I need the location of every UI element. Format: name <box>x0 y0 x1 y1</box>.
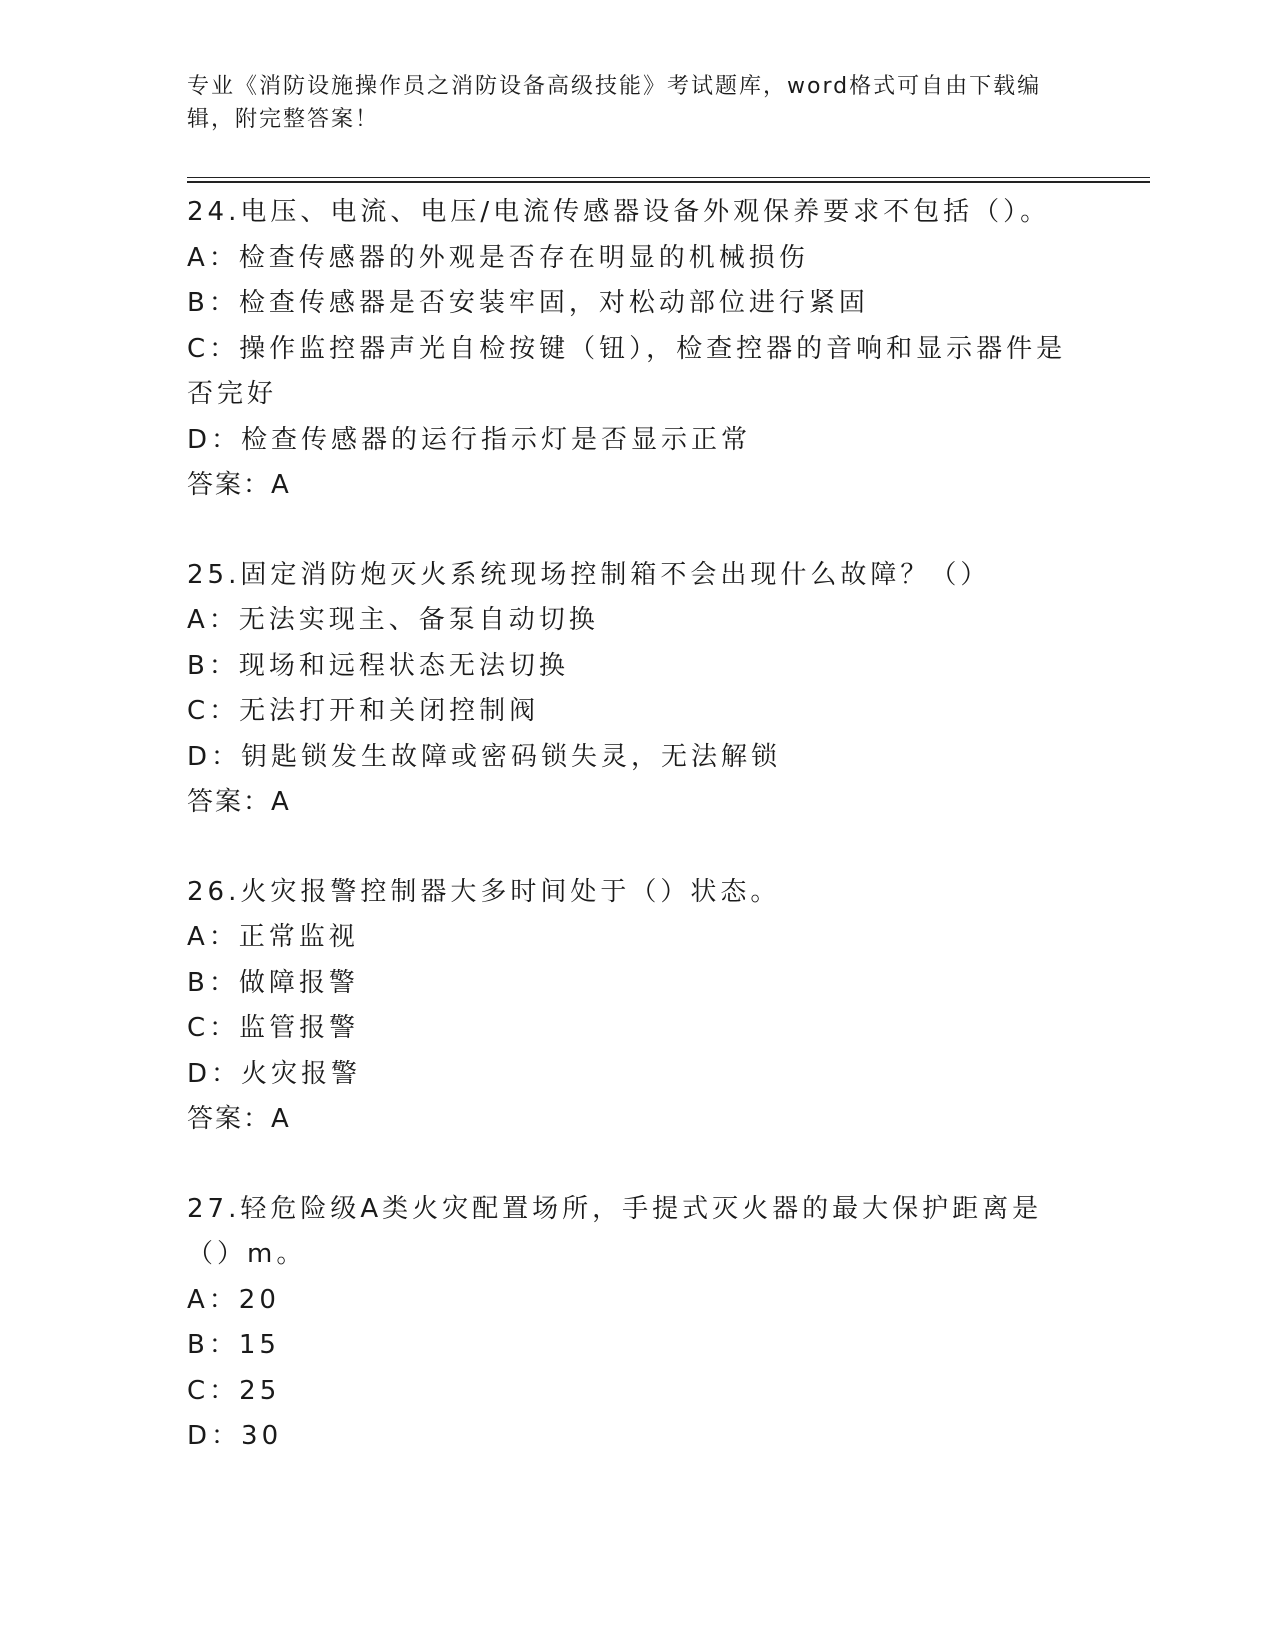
answer-line <box>187 1097 1087 1143</box>
answer-label: 答案： <box>187 787 272 817</box>
answer-label: 答案： <box>187 470 272 500</box>
answer-line <box>187 780 1087 826</box>
option-a: A：正常监视 <box>187 922 359 952</box>
question-stem: 25.固定消防炮灭火系统现场控制箱不会出现什么故障？（） <box>187 559 991 590</box>
header-divider-thin <box>187 177 1150 178</box>
option-d: D：钥匙锁发生故障或密码锁失灵，无法解锁 <box>187 741 782 772</box>
header-divider-thick <box>187 181 1150 183</box>
option-b: B：检查传感器是否安装牢固，对松动部位进行紧固 <box>187 288 869 318</box>
answer-value: A <box>271 787 289 817</box>
option-d: D：火灾报警 <box>187 1058 362 1089</box>
option-d: D：30 <box>187 1421 283 1451</box>
option-a: A：无法实现主、备泵自动切换 <box>187 605 599 635</box>
answer-line <box>187 463 1087 509</box>
option-a: A：20 <box>187 1284 280 1315</box>
option-a: A：检查传感器的外观是否存在明显的机械损伤 <box>187 242 809 273</box>
option-c: C：监管报警 <box>187 1013 360 1043</box>
question-stem: 27.轻危险级A类火灾配置场所，手提式灭火器的最大保护距离是（）m。 <box>187 1193 1043 1269</box>
option-c: C：操作监控器声光自检按键（钮），检查控器的音响和显示器件是否完好 <box>187 333 1067 409</box>
question-25 <box>187 553 1087 826</box>
answer-value: A <box>271 470 289 500</box>
question-stem: 24.电压、电流、电压/电流传感器设备外观保养要求不包括（）。 <box>187 197 1051 227</box>
option-b: B：15 <box>187 1330 280 1360</box>
question-26 <box>187 870 1087 1143</box>
document-header <box>187 70 1067 136</box>
answer-label: 答案： <box>187 1104 272 1134</box>
option-c: C：25 <box>187 1375 281 1406</box>
option-b: B：做障报警 <box>187 967 359 998</box>
question-stem: 26.火灾报警控制器大多时间处于（）状态。 <box>187 876 781 907</box>
answer-value: A <box>271 1104 289 1134</box>
option-d: D：检查传感器的运行指示灯是否显示正常 <box>187 424 752 455</box>
option-c: C：无法打开和关闭控制阀 <box>187 696 540 726</box>
option-b: B：现场和远程状态无法切换 <box>187 650 569 681</box>
question-24 <box>187 190 1087 509</box>
question-27 <box>187 1187 1087 1460</box>
question-list <box>187 190 1087 1504</box>
header-intro: 专业《消防设施操作员之消防设备高级技能》考试题库，word格式可自由下载编辑，附完整答案！ <box>187 74 1042 132</box>
